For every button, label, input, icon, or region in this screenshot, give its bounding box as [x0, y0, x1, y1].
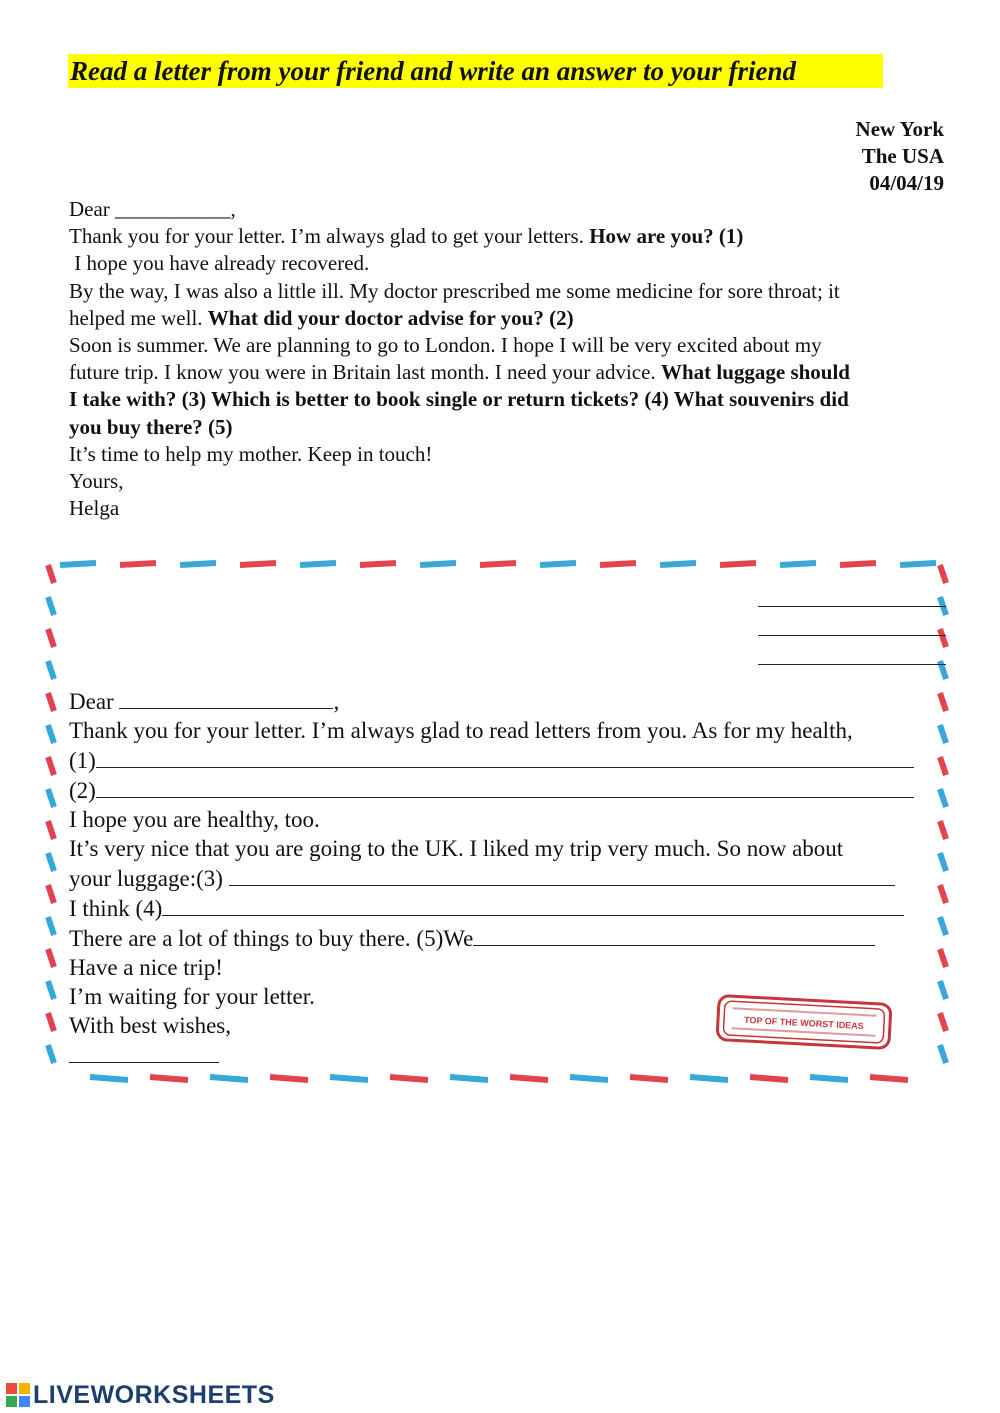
letter-signature: Helga	[69, 496, 120, 521]
airmail-stripe	[940, 885, 946, 903]
question-2: What did your doctor advise for you? (2)	[207, 305, 574, 330]
letter-line: It’s time to help my mother. Keep in touch!	[69, 441, 433, 466]
reply-closing: With best wishes,	[69, 1013, 231, 1038]
airmail-stripe	[120, 563, 156, 565]
letter-line: Thank you for your letter. I’m always glad to get your letters.	[69, 224, 590, 249]
airmail-stripe	[60, 563, 96, 565]
letter-line: Soon is summer. We are planning to go to London. I hope I will be very excited about my	[69, 333, 822, 358]
airmail-stripe	[270, 1077, 308, 1080]
airmail-stripe	[810, 1077, 848, 1080]
airmail-stripe	[48, 565, 54, 583]
airmail-stripe	[48, 1045, 54, 1063]
airmail-stripe	[300, 563, 336, 565]
greeting-comma: ,	[333, 689, 340, 714]
answer-1-blank[interactable]	[96, 745, 914, 768]
airmail-stripe	[940, 981, 946, 999]
airmail-stripe	[240, 563, 276, 565]
airmail-stripe	[360, 563, 396, 565]
worksheet-title: Read a letter from your friend and write an answer to your friend	[68, 54, 883, 88]
airmail-stripe	[720, 563, 756, 565]
airmail-stripe	[510, 1077, 548, 1080]
answer-3-blank[interactable]	[229, 863, 895, 886]
answer-4-blank[interactable]	[162, 893, 904, 916]
rubber-stamp	[712, 990, 896, 1054]
brand-name: LIVEWORKSHEETS	[33, 1380, 275, 1409]
answer-5-blank[interactable]	[473, 923, 875, 946]
letter-line: helped me well.	[69, 305, 208, 330]
question-3-start: What luggage should	[660, 360, 850, 385]
airmail-stripe	[48, 885, 54, 903]
airmail-stripe	[48, 949, 54, 967]
question-5-end: you buy there? (5)	[69, 414, 233, 439]
liveworksheets-logo	[6, 1380, 275, 1410]
answer-4-label: I think (4)	[69, 896, 163, 921]
airmail-stripe	[420, 563, 456, 565]
answer-1-label: (1)	[69, 748, 96, 773]
airmail-stripe	[480, 563, 516, 565]
address-blank[interactable]	[758, 578, 946, 607]
airmail-stripe	[48, 693, 54, 711]
airmail-stripe	[150, 1077, 188, 1080]
airmail-stripe	[690, 1077, 728, 1080]
airmail-stripe	[840, 563, 876, 565]
questions-3-5: I take with? (3) Which is better to book single or return tickets? (4) What souvenirs did	[69, 387, 849, 412]
letter-line: By the way, I was also a little ill. My doctor prescribed me some medicine for sore throat; it	[69, 278, 840, 303]
airmail-stripe	[48, 597, 54, 615]
airmail-stripe	[940, 949, 946, 967]
airmail-stripe	[48, 1013, 54, 1031]
airmail-stripe	[940, 725, 946, 743]
friend-letter	[69, 196, 954, 522]
stamp-text: TOP OF THE WORST IDEAS	[743, 1014, 864, 1032]
airmail-stripe	[870, 1077, 908, 1080]
airmail-stripe	[390, 1077, 428, 1080]
airmail-stripe	[48, 853, 54, 871]
reply-line: It’s very nice that you are going to the UK. I liked my trip very much. So now about	[69, 836, 844, 861]
airmail-stripe	[940, 853, 946, 871]
address-date: 04/04/19	[869, 171, 944, 195]
sender-address	[856, 116, 944, 197]
letter-greeting: Dear ___________,	[69, 197, 236, 221]
airmail-stripe	[940, 821, 946, 839]
airmail-stripe	[940, 1013, 946, 1031]
reply-greeting: Dear	[69, 689, 114, 714]
airmail-stripe	[180, 563, 216, 565]
airmail-stripe	[48, 757, 54, 775]
question-1: How are you? (1)	[589, 224, 744, 249]
airmail-stripe	[48, 629, 54, 647]
airmail-stripe	[48, 789, 54, 807]
airmail-stripe	[48, 725, 54, 743]
airmail-stripe	[940, 789, 946, 807]
address-blank[interactable]	[758, 607, 946, 636]
reply-line: I’m waiting for your letter.	[69, 984, 315, 1009]
airmail-stripe	[48, 981, 54, 999]
airmail-stripe	[940, 917, 946, 935]
signature-blank[interactable]	[69, 1040, 219, 1063]
airmail-stripe	[660, 563, 696, 565]
reply-address-blanks	[758, 578, 946, 665]
reply-line: Thank you for your letter. I’m always glad to read letters from you. As for my health,	[69, 718, 853, 743]
airmail-stripe	[600, 563, 636, 565]
answer-2-blank[interactable]	[96, 775, 914, 798]
answer-2-label: (2)	[69, 778, 96, 803]
airmail-stripe	[750, 1077, 788, 1080]
airmail-stripe	[540, 563, 576, 565]
airmail-stripe	[900, 563, 936, 565]
name-blank[interactable]	[119, 686, 333, 709]
address-city: New York	[855, 117, 944, 141]
letter-line: future trip. I know you were in Britain last month. I need your advice.	[69, 360, 661, 385]
airmail-stripe	[48, 661, 54, 679]
answer-3-label: your luggage:(3)	[69, 866, 229, 891]
airmail-stripe	[450, 1077, 488, 1080]
date-blank[interactable]	[758, 636, 946, 665]
airmail-stripe	[780, 563, 816, 565]
airmail-stripe	[330, 1077, 368, 1080]
letter-closing: Yours,	[69, 469, 124, 494]
letter-line: I hope you have already recovered.	[69, 251, 370, 276]
answer-5-label: There are a lot of things to buy there. (5)We	[69, 926, 474, 951]
airmail-stripe	[210, 1077, 248, 1080]
airmail-stripe	[48, 821, 54, 839]
reply-line: Have a nice trip!	[69, 955, 223, 980]
address-country: The USA	[861, 144, 944, 168]
airmail-stripe	[940, 757, 946, 775]
reply-line: I hope you are healthy, too.	[69, 807, 320, 832]
airmail-stripe	[630, 1077, 668, 1080]
airmail-stripe	[940, 693, 946, 711]
logo-icon	[6, 1383, 30, 1407]
airmail-stripe	[940, 1045, 946, 1063]
airmail-stripe	[90, 1077, 128, 1080]
airmail-stripe	[570, 1077, 608, 1080]
airmail-stripe	[48, 917, 54, 935]
